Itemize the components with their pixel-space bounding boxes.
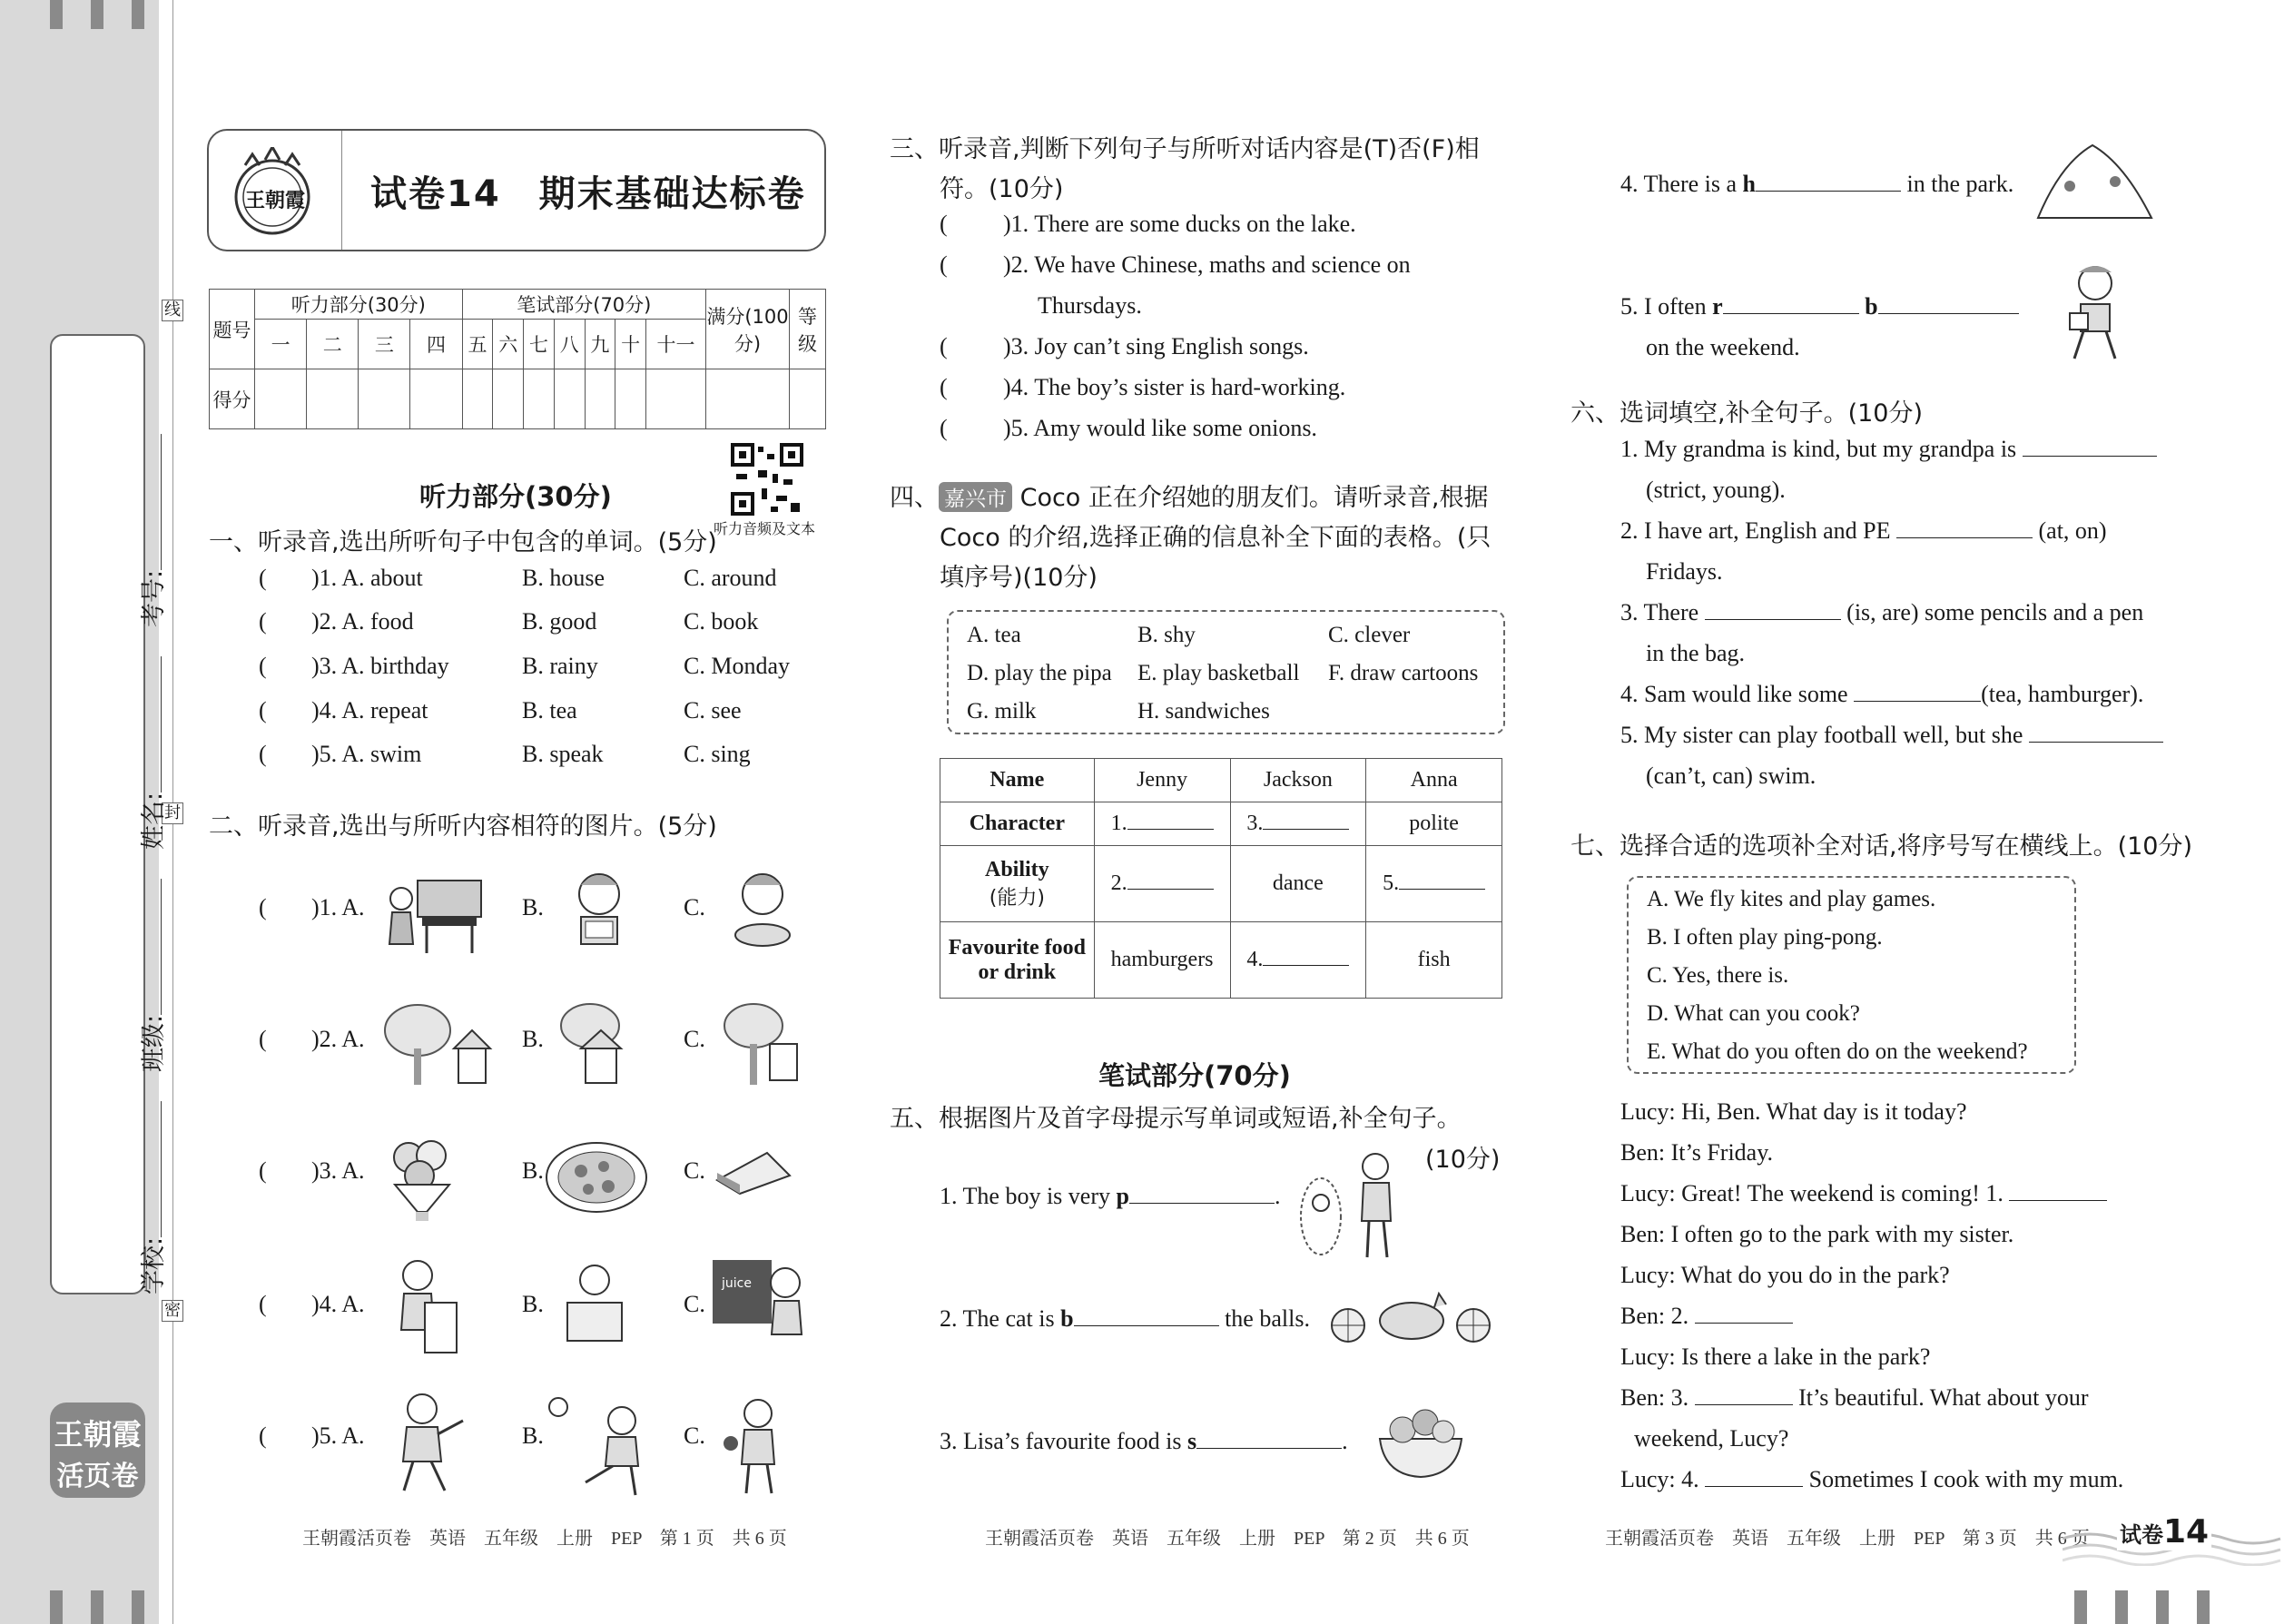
- option-c: C.: [684, 1422, 705, 1449]
- crop-mark: [2156, 1590, 2169, 1624]
- option-c: C. book: [684, 608, 759, 635]
- salad-icon: [1375, 1403, 1466, 1480]
- binding-label-dense: 密: [162, 1300, 183, 1322]
- part5-score: (10分): [1425, 1146, 1501, 1174]
- part3-title: 三、听录音,判断下列句子与所听对话内容是(T)否(F)相: [890, 135, 1480, 163]
- boy-drinking-icon: [381, 1253, 468, 1362]
- list-item: ( )3. A. birthday: [259, 653, 449, 679]
- option-b: B. house: [522, 565, 605, 591]
- written-title: 笔试部分(70分): [1098, 1060, 1291, 1091]
- brand-logo: 王朝霞 活页卷: [50, 1403, 145, 1498]
- score-table: 题号 听力部分(30分) 笔试部分(70分) 满分(100分) 等级 一 二 三 四 五 六 七 八 九 十 十一 得分: [209, 289, 826, 429]
- field-exam-no[interactable]: 考号:: [133, 434, 169, 627]
- part4-options-box: A. tea B. shy C. clever D. play the pipa E. play basketball F. draw cartoons G. milk H. sandwiches: [947, 610, 1505, 734]
- list-item: ( )5. A. swim: [259, 741, 422, 767]
- qr-caption: 听力音频及文本: [714, 520, 816, 537]
- part7-title: 七、选择合适的选项补全对话,将序号写在横线上。(10分): [1570, 832, 2193, 861]
- list-item: ( )2. A.: [259, 1026, 365, 1052]
- list-item: 2. I have art, English and PE (at, on): [1620, 517, 2107, 544]
- footer-page1: 王朝霞活页卷 英语 五年级 上册 PEP 第 1 页 共 6 页: [302, 1529, 787, 1549]
- student-fields: [36, 359, 169, 1295]
- list-item-cont: Thursdays.: [1038, 292, 1142, 319]
- dialog-line: Lucy: Great! The weekend is coming! 1.: [1620, 1180, 2107, 1207]
- option-c: C.: [684, 1157, 705, 1184]
- footer-page2: 王朝霞活页卷 英语 五年级 上册 PEP 第 2 页 共 6 页: [985, 1529, 1470, 1549]
- option-c: C. see: [684, 697, 742, 723]
- option-c: C. sing: [684, 741, 751, 767]
- blank-cell[interactable]: 1.: [1094, 802, 1230, 846]
- boy-pingpong-icon: [717, 1393, 799, 1498]
- option-b: B.: [522, 1026, 544, 1052]
- list-item: ( )4. The boy’s sister is hard-working.: [940, 374, 1346, 400]
- crop-mark: [2197, 1590, 2210, 1624]
- footer-page3: 王朝霞活页卷 英语 五年级 上册 PEP 第 3 页 共 6 页: [1605, 1529, 2090, 1549]
- dialog-line: weekend, Lucy?: [1634, 1425, 1789, 1452]
- piano-girl-icon: [381, 871, 490, 958]
- blank-cell[interactable]: 5.: [1366, 846, 1502, 922]
- eating-girl-icon: [722, 867, 803, 953]
- house-tree-icon: [554, 999, 645, 1089]
- blank-cell[interactable]: 3.: [1230, 802, 1366, 846]
- option-c: C.: [684, 894, 705, 920]
- dialog-line: Ben: I often go to the park with my sister.: [1620, 1221, 2014, 1247]
- exam-logo-icon: 王朝霞: [225, 147, 320, 238]
- list-item: ( )1. There are some ducks on the lake.: [940, 211, 1356, 237]
- binding-label-line: 线: [162, 300, 183, 321]
- field-class[interactable]: 班级:: [133, 879, 169, 1072]
- ice-cream-icon: [381, 1130, 463, 1225]
- option-b: B. speak: [522, 741, 604, 767]
- part5-item-4: 4. There is a h in the park.: [1620, 171, 2014, 197]
- list-item: ( )4. A.: [259, 1291, 365, 1317]
- polite-boy-icon: [1298, 1148, 1416, 1262]
- list-item-cont: (strict, young).: [1646, 477, 1786, 503]
- field-school[interactable]: 学校:: [133, 1101, 169, 1294]
- listening-title: 听力部分(30分): [419, 481, 612, 512]
- binding-label-seal: 封: [162, 802, 183, 824]
- blank-cell[interactable]: 2.: [1094, 846, 1230, 922]
- part7-options-box: A. We fly kites and play games. B. I often play ping-pong. C. Yes, there is. D. What can you cook? E. What do you often do on the weekend?: [1627, 876, 2076, 1074]
- part5-item-1: 1. The boy is very p .: [940, 1183, 1281, 1209]
- option-b: B. rainy: [522, 653, 598, 679]
- list-item-cont: (can’t, can) swim.: [1646, 763, 1816, 789]
- crop-mark: [2115, 1590, 2128, 1624]
- part4-info-table: Name Jenny Jackson Anna Character 1. 3. polite Ability (能力) 2. dance 5. Favourite food or drink hamburgers 4. fish: [940, 758, 1502, 999]
- dialog-line: Ben: 3. It’s beautiful. What about your: [1620, 1384, 2089, 1411]
- list-item-cont: in the bag.: [1646, 640, 1746, 666]
- cat-balls-icon: [1330, 1284, 1493, 1348]
- boy-martial-icon: [381, 1389, 472, 1498]
- dialog-line: Ben: 2.: [1620, 1303, 1793, 1330]
- part4-title-2: Coco 的介绍,选择正确的信息补全下面的表格。(只: [940, 524, 1492, 552]
- crop-mark: [132, 1590, 144, 1624]
- crop-mark: [91, 0, 103, 29]
- reading-girl-icon: [558, 867, 640, 953]
- list-item: 5. My sister can play football well, but she: [1620, 722, 2163, 749]
- option-b: B. tea: [522, 697, 577, 723]
- part5-item-5-cont: on the weekend.: [1646, 334, 1800, 360]
- list-item: ( )1. A.: [259, 894, 365, 920]
- reading-boy-icon: [2061, 263, 2129, 363]
- tree-building-icon: [717, 999, 808, 1089]
- list-item: ( )3. Joy can’t sing English songs.: [940, 333, 1309, 359]
- field-name[interactable]: 姓名:: [133, 656, 169, 850]
- option-c: C.: [684, 1291, 705, 1317]
- pizza-plate-icon: [545, 1139, 649, 1216]
- title-box: [207, 129, 826, 251]
- list-item: ( )1. A. about: [259, 565, 423, 591]
- sandwich-icon: [713, 1144, 794, 1198]
- part1-title: 一、听录音,选出所听句子中包含的单词。(5分): [209, 528, 717, 556]
- list-item: 3. There (is, are) some pencils and a pen: [1620, 599, 2144, 625]
- list-item: ( )4. A. repeat: [259, 697, 428, 723]
- crop-mark: [2074, 1590, 2087, 1624]
- list-item: ( )2. A. food: [259, 608, 414, 635]
- part5-item-5: 5. I often r b: [1620, 293, 2019, 320]
- dialog-line: Lucy: 4. Sometimes I cook with my mum.: [1620, 1466, 2124, 1492]
- dialog-line: Ben: It’s Friday.: [1620, 1139, 1774, 1166]
- option-c: C. Monday: [684, 653, 790, 679]
- list-item: ( )2. We have Chinese, maths and science on: [940, 251, 1411, 278]
- boy-box-icon: [549, 1257, 640, 1357]
- list-item: 4. Sam would like some (tea, hamburger).: [1620, 681, 2144, 707]
- crop-mark: [91, 1590, 103, 1624]
- part6-title: 六、选词填空,补全句子。(10分): [1570, 399, 1924, 428]
- list-item: ( )3. A.: [259, 1157, 365, 1184]
- qr-code-icon[interactable]: [731, 443, 803, 516]
- dialog-line: Lucy: Hi, Ben. What day is it today?: [1620, 1098, 1967, 1125]
- part3-title-cont: 符。(10分): [940, 175, 1064, 203]
- part5-title: 五、根据图片及首字母提示写单词或短语,补全句子。: [890, 1105, 1462, 1133]
- boy-football-icon: [545, 1393, 658, 1498]
- svg-text:juice: juice: [722, 1276, 752, 1291]
- list-item-cont: Fridays.: [1646, 558, 1723, 585]
- page-title: 试卷14 期末基础达标卷: [370, 173, 806, 215]
- option-b: B. good: [522, 608, 597, 635]
- part5-item-3: 3. Lisa’s favourite food is s .: [940, 1428, 1348, 1454]
- list-item: 1. My grandma is kind, but my grandpa is: [1620, 436, 2157, 463]
- option-c: C.: [684, 1026, 705, 1052]
- part4-title: 四、 嘉兴市 Coco 正在介绍她的朋友们。请听录音,根据: [890, 484, 1489, 512]
- part5-item-2: 2. The cat is b the balls.: [940, 1305, 1310, 1332]
- option-b: B.: [522, 1157, 544, 1184]
- list-item: ( )5. A.: [259, 1422, 365, 1449]
- option-b: B.: [522, 894, 544, 920]
- part4-title-3: 填序号)(10分): [940, 564, 1098, 592]
- option-c: C. around: [684, 565, 777, 591]
- crop-mark: [50, 0, 63, 29]
- tree-house-icon: [381, 999, 495, 1089]
- juice-board-icon: [713, 1260, 808, 1337]
- dialog-line: Lucy: What do you do in the park?: [1620, 1262, 1950, 1288]
- blank-cell[interactable]: 4.: [1230, 922, 1366, 999]
- option-b: B.: [522, 1291, 544, 1317]
- option-b: B.: [522, 1422, 544, 1449]
- exam-badge: 试卷14: [2063, 1511, 2294, 1566]
- list-item: ( )5. Amy would like some onions.: [940, 415, 1317, 441]
- dialog-line: Lucy: Is there a lake in the park?: [1620, 1343, 1931, 1370]
- region-tag: 嘉兴市: [939, 482, 1012, 512]
- crop-mark: [50, 1590, 63, 1624]
- hill-icon: [2033, 136, 2156, 222]
- crop-mark: [132, 0, 144, 29]
- part2-title: 二、听录音,选出与所听内容相符的图片。(5分): [209, 812, 717, 841]
